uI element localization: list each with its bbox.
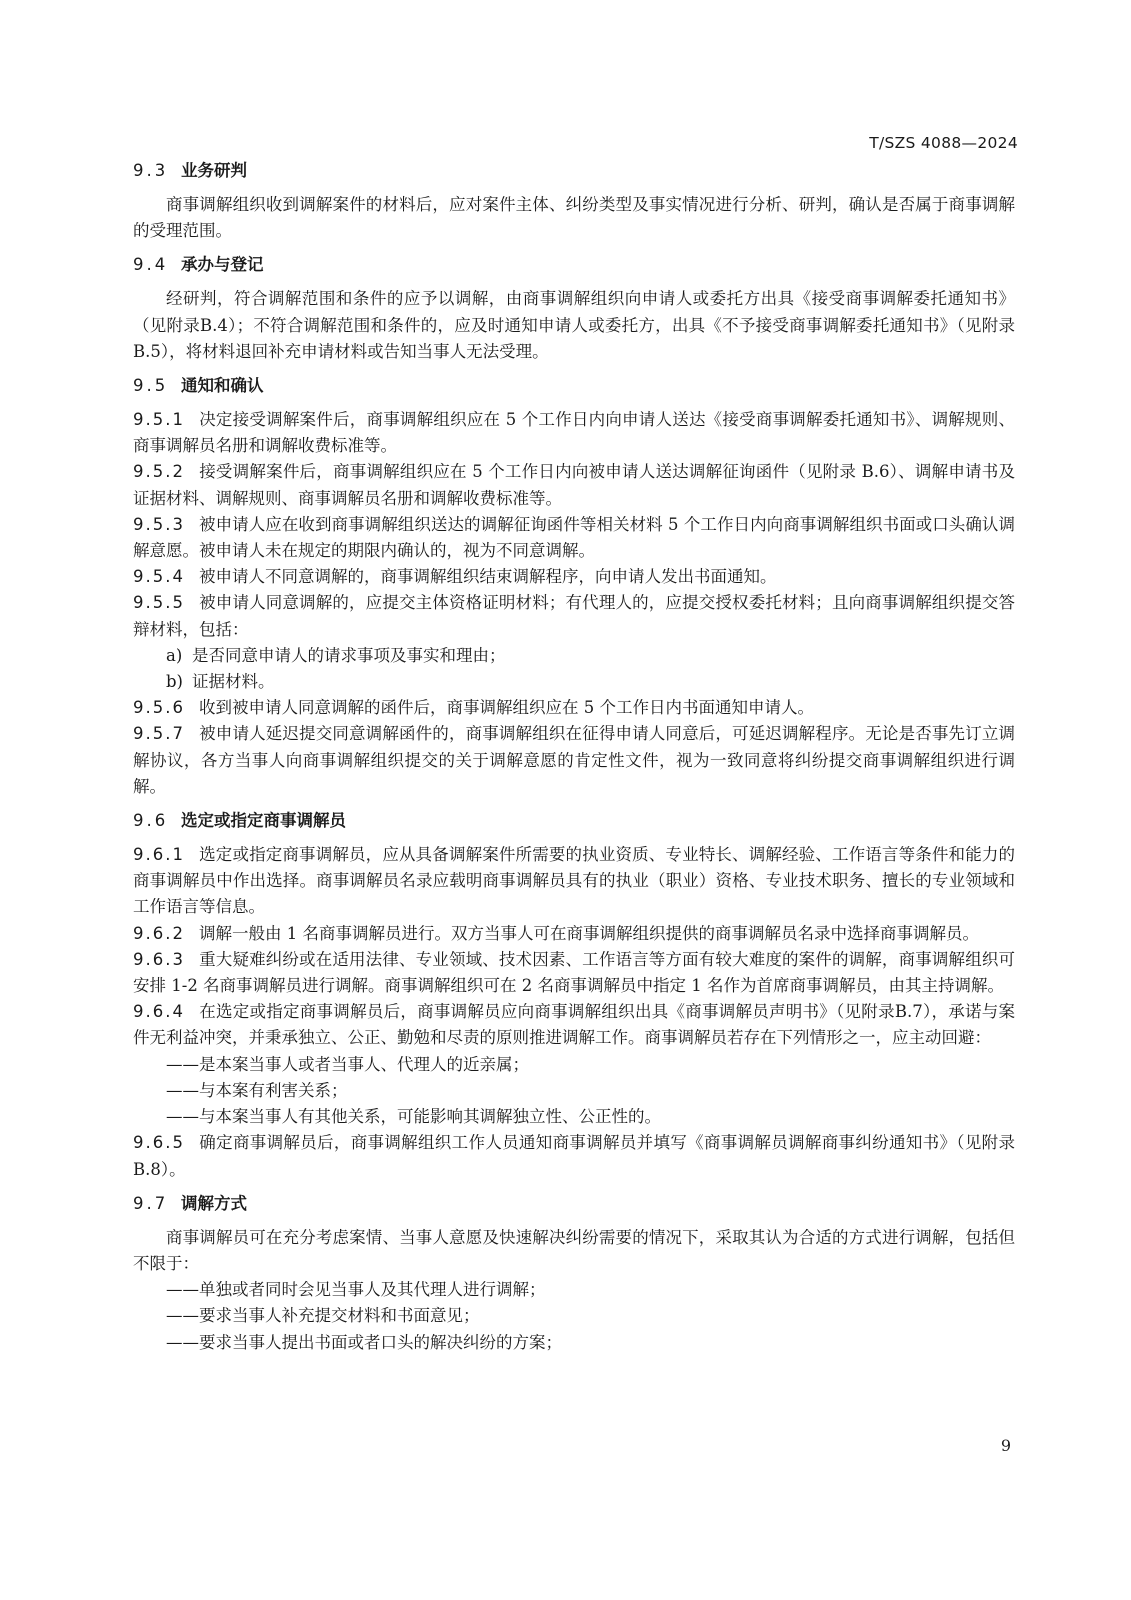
clause-text: 被申请人应在收到商事调解组织送达的调解征询函件等相关材料 5 个工作日内向商事调解组织书面或口头确认调解意愿。被申请人未在规定的期限内确认的，视为不同意调解。 xyxy=(133,514,1015,561)
clause-text: 被申请人不同意调解的，商事调解组织结束调解程序，向申请人发出书面通知。 xyxy=(198,567,777,587)
clause-9-5-7 xyxy=(133,721,1015,800)
paragraph-9-4: 经研判，符合调解范围和条件的应予以调解，由商事调解组织向申请人或委托方出具《接受商事调解委托通知书》（见附录B.4）；不符合调解范围和条件的，应及时通知申请人或委托方，出具《不予接受商事调解委托通知书》（见附录B.5），将材料退回补充申请材料或告知当事人无法受理。 xyxy=(133,289,1015,361)
clause-text: 选定或指定商事调解员，应从具备调解案件所需要的执业资质、专业特长、调解经验、工作语言等条件和能力的商事调解员中作出选择。商事调解员名录应载明商事调解员具有的执业（职业）资格、专业技术职务、擅长的专业领域和工作语言等信息。 xyxy=(133,845,1015,917)
section-number: 9.5 xyxy=(133,376,169,396)
page-number: 9 xyxy=(1000,1436,1011,1455)
clause-9-5-2 xyxy=(133,459,1015,511)
list-item-text: 证据材料。 xyxy=(192,672,275,692)
section-title: 选定或指定商事调解员 xyxy=(181,811,346,831)
dash-item: ——是本案当事人或者当事人、代理人的近亲属； xyxy=(166,1054,529,1074)
clause-text: 被申请人延迟提交同意调解函件的，商事调解组织在征得申请人同意后，可延迟调解程序。无论是否事先订立调解协议，各方当事人向商事调解组织提交的关于调解意愿的肯定性文件，视为一致同意将纠纷提交商事调解组织进行调解。 xyxy=(133,724,1015,796)
section-number: 9.7 xyxy=(133,1193,169,1213)
clause-9-6-1 xyxy=(133,842,1015,921)
standard-number: T/SZS 4088—2024 xyxy=(869,134,1018,152)
clause-9-5-6 xyxy=(133,695,1015,721)
clause-text: 确定商事调解员后，商事调解组织工作人员通知商事调解员并填写《商事调解员调解商事纠纷通知书》（见附录 B.8）。 xyxy=(133,1133,1015,1179)
section-title: 业务研判 xyxy=(181,161,247,180)
list-item-text: 是否同意申请人的请求事项及事实和理由； xyxy=(192,645,506,665)
section-heading-9-4 xyxy=(133,252,1015,278)
clause-number: 9.6.3 xyxy=(133,949,185,969)
clause-number: 9.5.2 xyxy=(133,462,185,482)
clause-text: 被申请人同意调解的，应提交主体资格证明材料；有代理人的，应提交授权委托材料；且向商事调解组织提交答辩材料，包括： xyxy=(133,593,1015,639)
section-heading-9-6 xyxy=(133,808,1015,834)
section-number: 9.4 xyxy=(133,255,169,275)
clause-text: 调解一般由 1 名商事调解员进行。双方当事人可在商事调解组织提供的商事调解员名录中选择商事调解员。 xyxy=(198,923,979,943)
dash-item: ——与本案有利害关系； xyxy=(166,1080,348,1100)
clause-number: 9.6.4 xyxy=(133,1002,185,1022)
section-heading-9-5 xyxy=(133,373,1015,399)
clause-text: 收到被申请人同意调解的函件后，商事调解组织应在 5 个工作日内书面通知申请人。 xyxy=(198,698,814,718)
clause-number: 9.5.5 xyxy=(133,593,185,613)
clause-number: 9.5.1 xyxy=(133,410,185,430)
section-title: 调解方式 xyxy=(181,1193,247,1213)
clause-9-6-3 xyxy=(133,947,1015,999)
clause-number: 9.6.5 xyxy=(133,1133,185,1153)
dash-item: ——单独或者同时会见当事人及其代理人进行调解； xyxy=(166,1280,546,1300)
clause-number: 9.5.3 xyxy=(133,514,185,534)
clause-text: 在选定或指定商事调解员后，商事调解员应向商事调解组织出具《商事调解员声明书》（见附录B.7），承诺与案件无利益冲突，并秉承独立、公正、勤勉和尽责的原则推进调解工作。商事调解员若存在下列情形之一，应主动回避： xyxy=(133,1002,1015,1048)
clause-9-6-4 xyxy=(133,999,1015,1051)
clause-9-6-2 xyxy=(133,921,1015,947)
section-heading-9-3 xyxy=(133,158,1015,184)
clause-9-5-4 xyxy=(133,564,1015,590)
list-marker: a) xyxy=(166,645,183,665)
clause-number: 9.5.6 xyxy=(133,698,185,718)
clause-9-6-5 xyxy=(133,1130,1015,1182)
section-number: 9.3 xyxy=(133,161,169,180)
list-item-b xyxy=(133,669,1015,695)
dash-item: ——与本案当事人有其他关系，可能影响其调解独立性、公正性的。 xyxy=(166,1107,661,1127)
paragraph-9-7: 商事调解员可在充分考虑案情、当事人意愿及快速解决纠纷需要的情况下，采取其认为合适的方式进行调解，包括但不限于： xyxy=(133,1227,1015,1273)
clause-number: 9.5.4 xyxy=(133,567,185,587)
list-marker: b) xyxy=(166,672,183,692)
page-body xyxy=(133,158,1015,1356)
dash-item: ——要求当事人提出书面或者口头的解决纠纷的方案； xyxy=(166,1332,562,1352)
section-title: 承办与登记 xyxy=(181,255,264,275)
section-title: 通知和确认 xyxy=(181,376,264,396)
clause-9-5-3 xyxy=(133,512,1015,564)
paragraph-9-3: 商事调解组织收到调解案件的材料后，应对案件主体、纠纷类型及事实情况进行分析、研判，确认是否属于商事调解的受理范围。 xyxy=(133,195,1015,241)
dash-item: ——要求当事人补充提交材料和书面意见； xyxy=(166,1306,480,1326)
section-number: 9.6 xyxy=(133,811,169,831)
clause-text: 决定接受调解案件后，商事调解组织应在 5 个工作日内向申请人送达《接受商事调解委托通知书》、调解规则、商事调解员名册和调解收费标准等。 xyxy=(133,410,1015,456)
clause-9-5-1 xyxy=(133,407,1015,459)
clause-number: 9.6.1 xyxy=(133,845,185,865)
clause-9-5-5 xyxy=(133,590,1015,642)
section-heading-9-7 xyxy=(133,1191,1015,1217)
list-item-a xyxy=(133,643,1015,669)
clause-number: 9.5.7 xyxy=(133,724,185,744)
clause-number: 9.6.2 xyxy=(133,923,185,943)
clause-text: 重大疑难纠纷或在适用法律、专业领域、技术因素、工作语言等方面有较大难度的案件的调解，商事调解组织可安排 1-2 名商事调解员进行调解。商事调解组织可在 2 名商事调解员中指定 1 名作为首席商事调解员，由其主持调解。 xyxy=(133,949,1015,996)
clause-text: 接受调解案件后，商事调解组织应在 5 个工作日内向被申请人送达调解征询函件（见附录 B.6）、调解申请书及证据材料、调解规则、商事调解员名册和调解收费标准等。 xyxy=(133,462,1015,508)
